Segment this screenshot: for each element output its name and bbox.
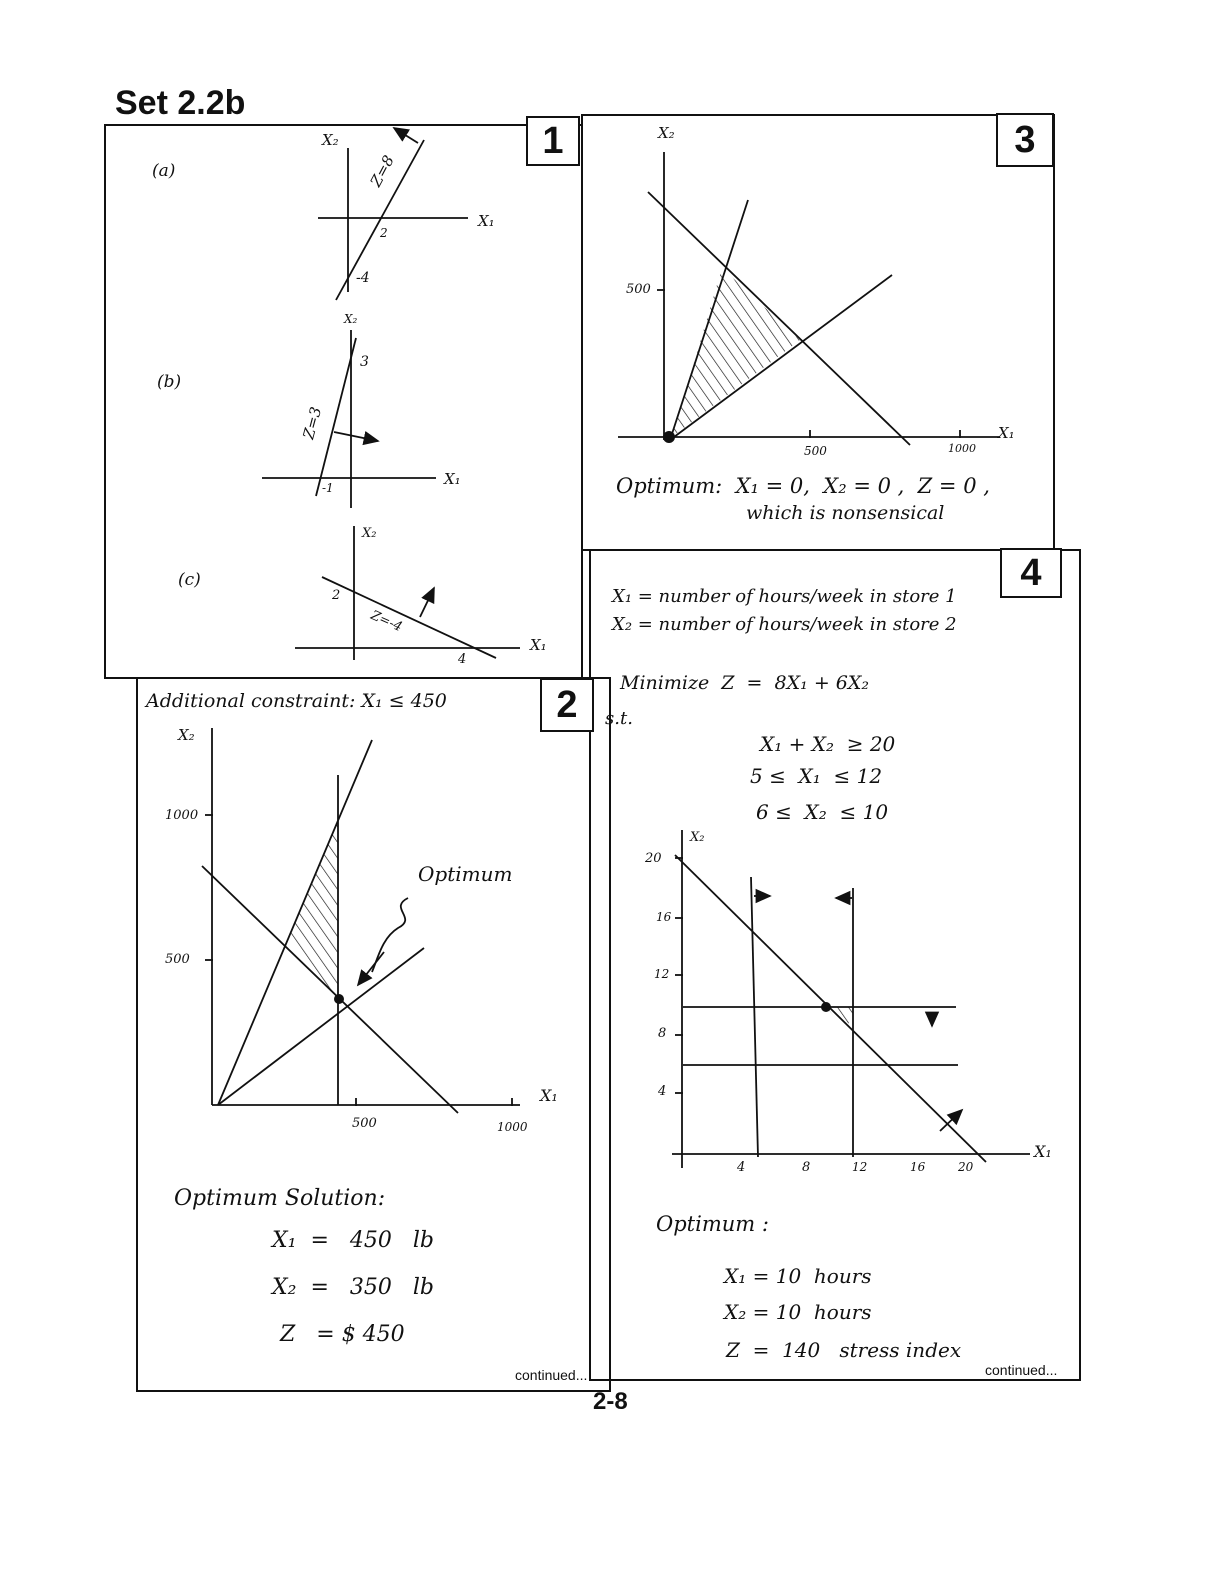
p4-constraint3: 6 ≤ X₂ ≤ 10 bbox=[756, 800, 889, 824]
p1a-label: (a) bbox=[152, 161, 176, 181]
p4-ytick-20: 20 bbox=[645, 851, 662, 866]
p1c-label: (c) bbox=[178, 570, 201, 590]
panel2-graph bbox=[202, 728, 520, 1113]
p4-optimum-point bbox=[821, 1002, 831, 1012]
p2-xtick-1000: 1000 bbox=[497, 1120, 528, 1134]
p1c-z-label: Z=-4 bbox=[368, 608, 405, 635]
p4-def2: X₂ = number of hours/week in store 2 bbox=[612, 614, 957, 635]
p1b-x2-label: X₂ bbox=[344, 312, 358, 326]
p4-z-value: Z = 140 stress index bbox=[726, 1338, 962, 1362]
p4-def1: X₁ = number of hours/week in store 1 bbox=[612, 586, 957, 607]
set-title: Set 2.2b bbox=[115, 84, 246, 122]
panel1-number: 1 bbox=[526, 116, 580, 166]
panel4-number: 4 bbox=[1000, 548, 1062, 598]
p1a-z-label: Z=8 bbox=[366, 152, 398, 190]
p1b-x1-label: X₁ bbox=[444, 470, 461, 488]
p1c-x2-label: X₂ bbox=[362, 526, 377, 541]
p2-optimum-label: Optimum bbox=[418, 862, 513, 886]
p4-xtick-20: 20 bbox=[958, 1160, 974, 1174]
p3-xtick-500: 500 bbox=[804, 444, 827, 458]
panel3-number: 3 bbox=[996, 113, 1054, 167]
p4-ytick-12: 12 bbox=[654, 967, 670, 981]
panel1a-graph bbox=[318, 128, 468, 300]
p4-constraint2: 5 ≤ X₁ ≤ 12 bbox=[750, 764, 883, 788]
p2-x2-value: X₂ = 350 lb bbox=[272, 1275, 434, 1300]
p1b-tick-x: -1 bbox=[322, 481, 334, 495]
continued-right: continued... bbox=[985, 1362, 1058, 1378]
p4-ytick-16: 16 bbox=[656, 910, 672, 924]
p1c-z-line bbox=[322, 577, 496, 658]
p2-solution-title: Optimum Solution: bbox=[174, 1186, 386, 1211]
panel3-graph bbox=[618, 152, 1000, 445]
p1b-direction-arrow bbox=[334, 432, 378, 441]
p2-optimum-arrow bbox=[358, 952, 384, 985]
p1a-tick-y: -4 bbox=[356, 270, 370, 286]
continued-left: continued... bbox=[515, 1367, 588, 1383]
p1b-z-label: Z=3 bbox=[299, 404, 326, 442]
p3-optimum-line1: Optimum: X₁ = 0, X₂ = 0 , Z = 0 , bbox=[616, 474, 990, 498]
p3-ytick-500: 500 bbox=[626, 282, 651, 297]
p1a-direction-arrow bbox=[394, 128, 418, 143]
p1a-x1-label: X₁ bbox=[478, 212, 495, 230]
p3-optimum-line2: which is nonsensical bbox=[746, 502, 945, 524]
p4-st: s.t. bbox=[605, 708, 633, 729]
p4-objective: Minimize Z = 8X₁ + 6X₂ bbox=[620, 672, 870, 694]
p4-ytick-8: 8 bbox=[658, 1026, 667, 1041]
panel2-number: 2 bbox=[540, 678, 594, 732]
p3-optimum-point bbox=[663, 431, 675, 443]
p1b-tick-y: 3 bbox=[360, 354, 369, 370]
p3-feasible-region bbox=[672, 268, 800, 437]
p2-x2-label: X₂ bbox=[178, 726, 195, 744]
panel1-frame bbox=[105, 125, 582, 678]
p3-xtick-1000: 1000 bbox=[948, 442, 976, 455]
p4-xtick-12: 12 bbox=[852, 1160, 868, 1174]
p2-line-steep bbox=[218, 740, 372, 1105]
panel4-graph bbox=[672, 830, 1030, 1168]
p2-ytick-1000: 1000 bbox=[165, 808, 199, 823]
p1b-label: (b) bbox=[157, 372, 182, 392]
p1c-tick-x: 4 bbox=[458, 652, 467, 667]
page-number: 2-8 bbox=[593, 1388, 628, 1415]
p2-xtick-500: 500 bbox=[352, 1116, 377, 1131]
p4-constraint1: X₁ + X₂ ≥ 20 bbox=[760, 732, 896, 756]
p4-x2-label: X₂ bbox=[690, 830, 705, 845]
p1c-x1-label: X₁ bbox=[530, 636, 547, 654]
p2-x1-value: X₁ = 450 lb bbox=[272, 1228, 434, 1253]
p1a-tick-x: 2 bbox=[380, 226, 388, 240]
p4-line-x1-5 bbox=[751, 877, 758, 1157]
p4-x1-label: X₁ bbox=[1034, 1142, 1052, 1161]
p1c-tick-y: 2 bbox=[332, 588, 341, 603]
p1a-x2-label: X₂ bbox=[322, 131, 339, 149]
p4-x1-value: X₁ = 10 hours bbox=[724, 1264, 872, 1288]
panel1c-graph bbox=[295, 526, 520, 660]
p2-constraint: Additional constraint: X₁ ≤ 450 bbox=[146, 690, 447, 712]
p4-x2-value: X₂ = 10 hours bbox=[724, 1300, 872, 1324]
p2-z-value: Z = $ 450 bbox=[280, 1322, 405, 1347]
p3-x2-label: X₂ bbox=[658, 124, 675, 142]
p4-xtick-16: 16 bbox=[910, 1160, 926, 1174]
p4-xtick-4: 4 bbox=[737, 1160, 746, 1175]
p1c-direction-arrow bbox=[420, 588, 434, 617]
p2-optimum-point bbox=[334, 994, 344, 1004]
p2-ytick-500: 500 bbox=[165, 952, 190, 967]
panel1b-graph bbox=[262, 330, 436, 508]
p4-xtick-8: 8 bbox=[802, 1160, 811, 1175]
p4-ytick-4: 4 bbox=[658, 1084, 667, 1099]
p4-optimum-title: Optimum : bbox=[656, 1212, 769, 1236]
p3-x1-label: X₁ bbox=[998, 424, 1015, 442]
p2-x1-label: X₁ bbox=[540, 1086, 558, 1105]
